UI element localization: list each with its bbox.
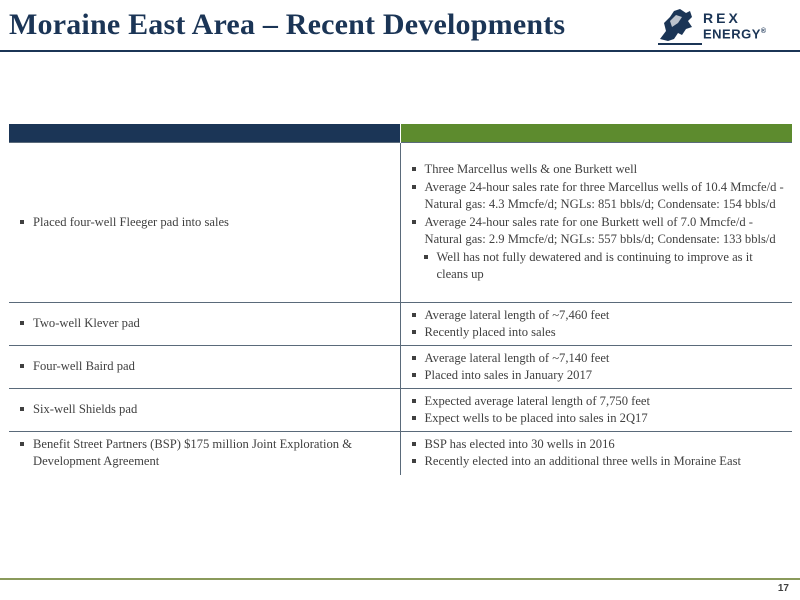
table-row [9,432,792,475]
header-cell-right [400,124,792,143]
list-item: Average 24-hour sales rate for three Marcellus wells of 10.4 Mmcfe/d - Natural gas: 4.3 Mmcfe/d; NGLs: 851 bbls/d; Condensate: 154 bbls/d [407,179,787,214]
row-left-cell [9,389,400,432]
table-header-row [9,124,792,143]
row-right-cell [400,143,792,303]
list-item: Average lateral length of ~7,140 feet [407,350,787,368]
list-item: Six-well Shields pad [15,401,394,419]
row-right-cell [400,432,792,475]
list-item: Benefit Street Partners (BSP) $175 million Joint Exploration & Development Agreement [15,436,394,471]
list-item: Expected average lateral length of 7,750 feet [407,393,787,411]
logo-wordmark [703,11,767,41]
trademark-mark: ® [760,28,767,35]
list-item: Recently placed into sales [407,324,787,342]
table-row [9,346,792,389]
row-right-cell [400,346,792,389]
footer-divider [0,578,800,580]
row-left-cell [9,303,400,346]
list-item: Three Marcellus wells & one Burkett well [407,161,787,179]
title-divider [0,50,800,52]
list-item: Placed into sales in January 2017 [407,367,787,385]
page-title: Moraine East Area – Recent Developments [9,8,566,41]
logo-text-energy: ENERGY® [703,26,767,42]
header-cell-left [9,124,400,143]
sub-list-item: Well has not fully dewatered and is continuing to improve as it cleans up [407,249,787,284]
list-item: Average 24-hour sales rate for one Burkett well of 7.0 Mmcfe/d - Natural gas: 2.9 Mmcfe/d; NGLs: 557 bbls/d; Condensate: 133 bbls/d [407,214,787,249]
row-right-cell [400,389,792,432]
row-right-cell [400,303,792,346]
table-row [9,303,792,346]
row-left-cell [9,346,400,389]
list-item: Expect wells to be placed into sales in 2Q17 [407,410,787,428]
list-item: Placed four-well Fleeger pad into sales [15,214,394,232]
table-row [9,389,792,432]
list-item: Four-well Baird pad [15,358,394,376]
list-item: Average lateral length of ~7,460 feet [407,307,787,325]
logo-text-rex: REX [703,10,741,26]
page-number: 17 [777,583,789,594]
developments-table [9,124,792,475]
list-item: BSP has elected into 30 wells in 2016 [407,436,787,454]
row-left-cell [9,432,400,475]
horse-emblem-icon [656,5,704,47]
list-item: Two-well Klever pad [15,315,394,333]
list-item: Recently elected into an additional three wells in Moraine East [407,453,787,471]
table-row [9,143,792,303]
rex-energy-logo [656,5,796,47]
row-left-cell [9,143,400,303]
